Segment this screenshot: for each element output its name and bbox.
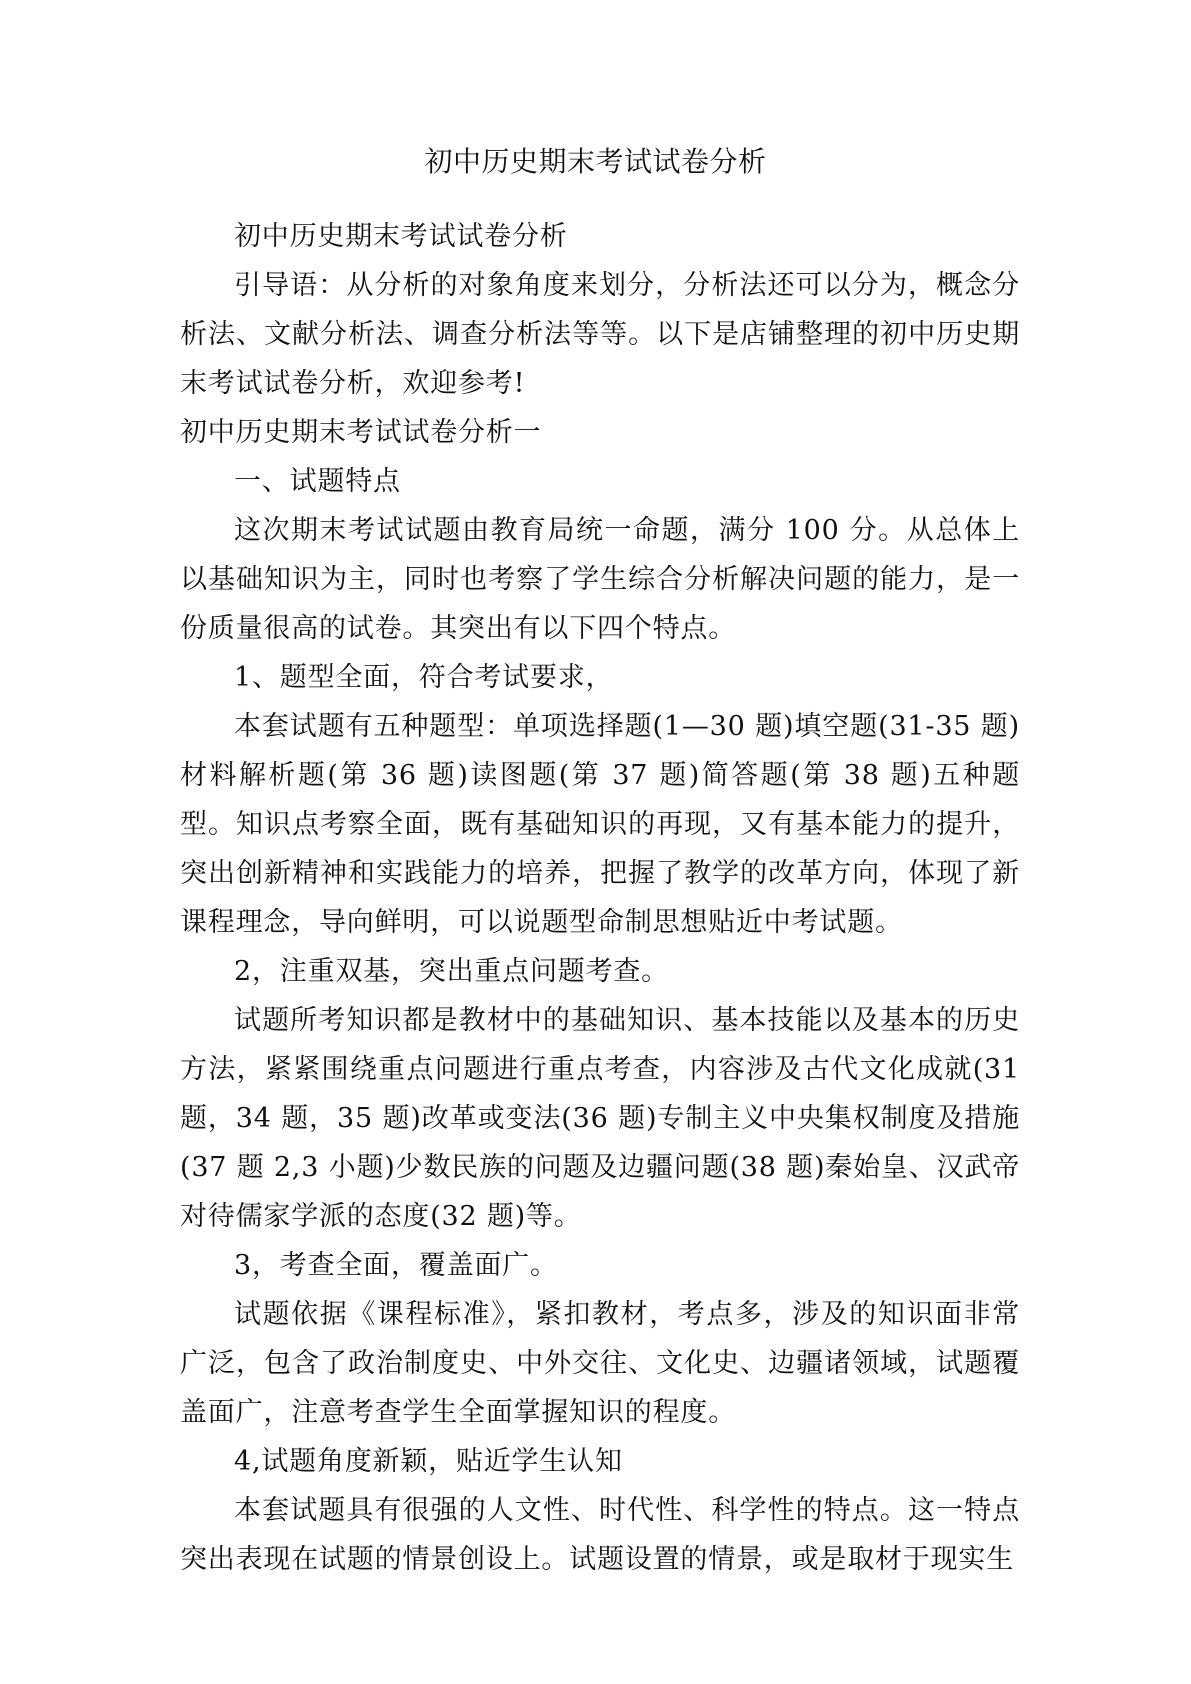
subsection-heading: 一、试题特点	[234, 466, 401, 497]
document-title: 初中历史期末考试试卷分析	[424, 145, 767, 178]
paragraph: 试题依据《课程标准》，紧扣教材，考点多，涉及的知识面非常广泛，包含了政治制度史、中外交往、文化史、边疆诸领域，试题覆盖面广，注意考查学生全面掌握知识的程度。	[180, 1299, 1020, 1428]
paragraph: 这次期末考试试题由教育局统一命题，满分 100 分。从总体上以基础知识为主，同时也考察了学生综合分析解决问题的能力，是一份质量很高的试卷。其突出有以下四个特点。	[180, 515, 1020, 644]
point-heading: 3，考查全面，覆盖面广。	[234, 1250, 558, 1281]
paragraph: 试题所考知识都是教材中的基础知识、基本技能以及基本的历史方法，紧紧围绕重点问题进行重点考查，内容涉及古代文化成就(31 题，34 题，35 题)改革或变法(36 题)专制主义中央集权制度及措施(37 题 2,3 小题)少数民族的问题及边疆问题(38 题)秦始皇、汉武帝对待儒家学派的态度(32 题)等。	[180, 1005, 1020, 1232]
paragraph-heading: 初中历史期末考试试卷分析	[234, 221, 568, 252]
point-heading: 1、题型全面，符合考试要求，	[234, 662, 614, 693]
section-heading: 初中历史期末考试试卷分析一	[180, 417, 542, 448]
point-heading: 4,试题角度新颖，贴近学生认知	[234, 1446, 623, 1477]
paragraph-intro: 引导语：从分析的对象角度来划分，分析法还可以分为，概念分析法、文献分析法、调查分析法等等。以下是店铺整理的初中历史期末考试试卷分析，欢迎参考!	[180, 270, 1020, 399]
paragraph: 本套试题有五种题型：单项选择题(1—30 题)填空题(31-35 题)材料解析题(第 36 题)读图题(第 37 题)简答题(第 38 题)五种题型。知识点考察全面，既有基础知识的再现，又有基本能力的提升，突出创新精神和实践能力的培养，把握了教学的改革方向，体现了新课程理念，导向鲜明，可以说题型命制思想贴近中考试题。	[180, 711, 1020, 938]
document-body	[180, 212, 1020, 1584]
point-heading: 2，注重双基，突出重点问题考查。	[234, 956, 669, 987]
paragraph: 本套试题具有很强的人文性、时代性、科学性的特点。这一特点突出表现在试题的情景创设上。试题设置的情景，或是取材于现实生	[180, 1495, 1020, 1575]
